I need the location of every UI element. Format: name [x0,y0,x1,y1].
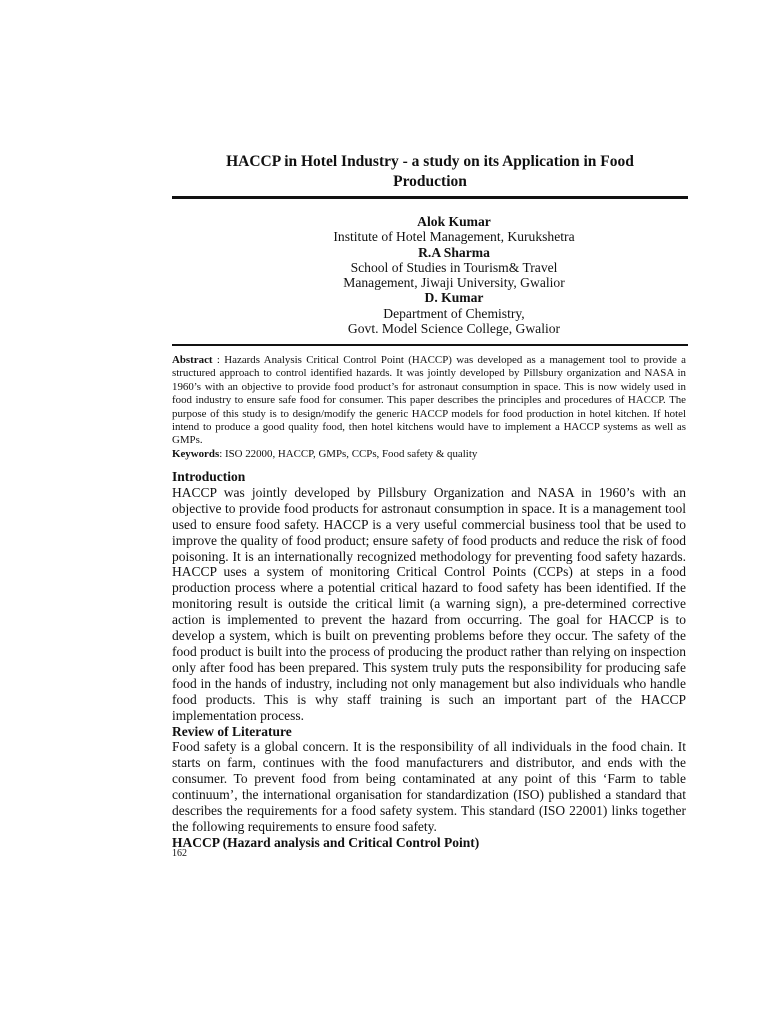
author-2-name: R.A Sharma [418,244,490,260]
author-1-name: Alok Kumar [417,214,491,229]
paper-title-line-2: Production [393,173,467,190]
review-heading: Review of Literature [172,723,292,739]
abstract-paragraph [172,354,686,448]
haccp-heading: HACCP (Hazard analysis and Critical Control Point) [172,834,480,850]
abstract-label: Abstract [172,354,213,366]
author-3-name: D. Kumar [424,290,484,306]
abstract-divider [172,344,688,346]
author-block [300,214,608,336]
author-2-affiliation-line-2: Management, Jiwaji University, Gwalior [343,275,565,291]
keywords-text: : ISO 22000, HACCP, GMPs, CCPs, Food safety & quality [219,447,478,460]
introduction-heading: Introduction [172,469,246,484]
keywords-label: Keywords [172,447,220,460]
abstract-block [172,354,686,461]
body-text [172,469,686,851]
review-paragraph: Food safety is a global concern. It is the responsibility of all individuals in the food chain. It starts on farm, continues with the food manufacturers and distributor, and ends with the consumer. To prevent food from being contaminated at any point of this ‘Farm to table continuum’, the international organisation for standardization (ISO) published a standard that describes the requirements for a food safety system. This standard (ISO 22001) links together the following requirements to ensure food safety. [172,739,686,834]
author-2-affiliation-line-1: School of Studies in Tourism& Travel [350,259,558,275]
paper-title [172,152,688,192]
paper-title-line-1: HACCP in Hotel Industry - a study on its Application in Food [226,153,634,170]
introduction-paragraph: HACCP was jointly developed by Pillsbury Organization and NASA in 1960’s with an objective to provide food products for astronaut consumption in space. It is a management tool used to ensure food safety. HACCP is a very useful commercial business tool that be used to improve the quality of food product; ensure safety of food products and reduce the risk of food poisoning. It is an internationally recognized methodology for preventing food safety hazards. HACCP uses a system of monitoring Critical Control Points (CCPs) at steps in a food production process where a potential critical hazard to food safety has been identified. If the monitoring result is outside the critical limit (a warning sign), a pre-determined corrective action is implemented to prevent the hazard from occurring. The goal for HACCP is to develop a system, which is built on preventing problems before they occur. The safety of the food product is built into the process of producing the product rather than relying on inspection only after food has been prepared. This system truly puts the responsibility for producing safe food in the hands of industry, including not only management but also individuals who handle food products. This is why staff training is such an important part of the HACCP implementation process. [172,484,687,723]
abstract-text: : Hazards Analysis Critical Control Point (HACCP) was developed as a management tool to provide a structured approach to control identified hazards. It was jointly developed by Pillsbury organization and NASA in 1960’s with an objective to provide food product’s for astronaut consumption in space. This is now widely used in food industry to ensure safe food for consumer. This paper describes the principles and procedures of HACCP. The purpose of this study is to design/modify the generic HACCP models for food production in hotel kitchen. If hotel intend to produce a good quality food, then hotel kitchens would have to implement a HACCP systems as well as GMPs. [172,354,686,447]
keywords-line [172,448,686,461]
author-1-affiliation: Institute of Hotel Management, Kurukshetra [333,229,575,245]
title-divider [172,196,688,199]
author-3-affiliation-line-1: Department of Chemistry, [383,305,525,321]
author-3-affiliation-line-2: Govt. Model Science College, Gwalior [347,321,561,337]
page-number: 162 [172,848,187,859]
